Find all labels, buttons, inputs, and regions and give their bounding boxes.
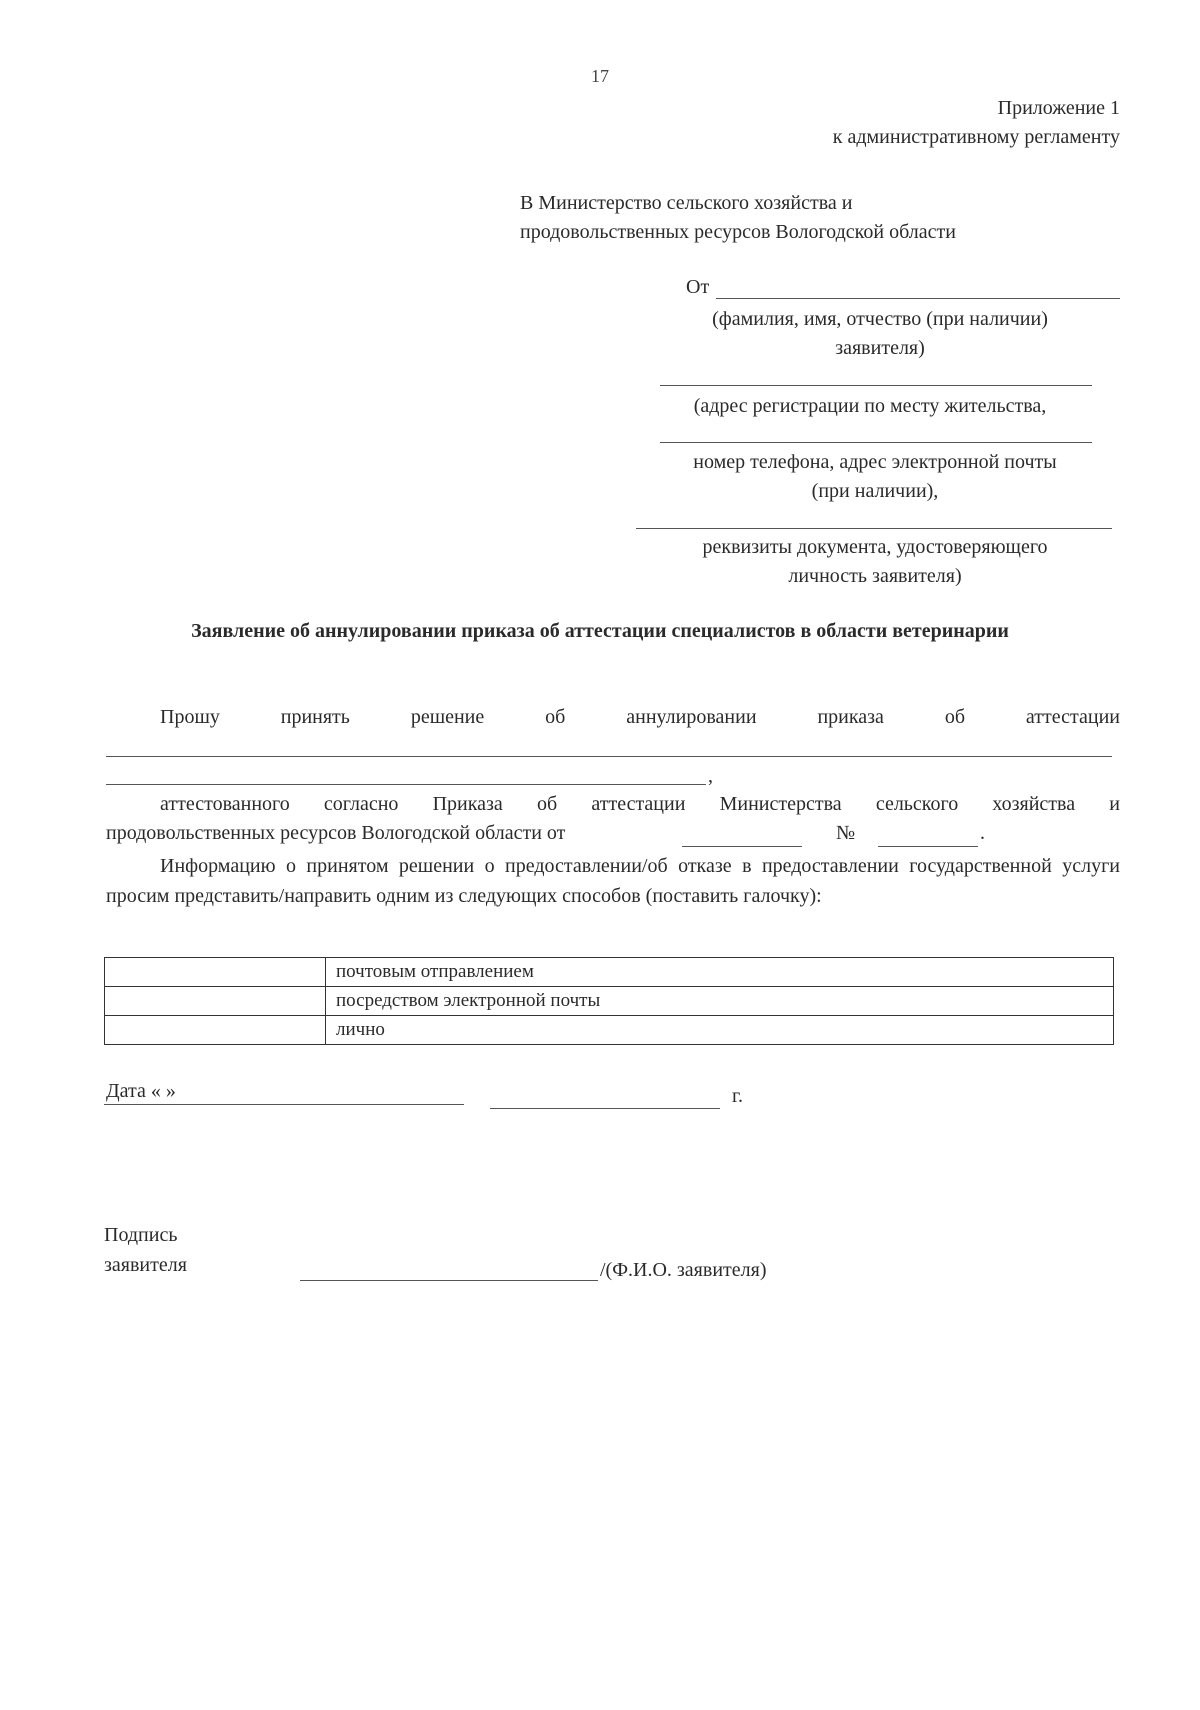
info-paragraph: Информацию о принятом решении о предоставлении/об отказе в предоставлении государственной услуги просим представить/направить одним из следующих способов (поставить галочку): bbox=[106, 855, 1120, 907]
applicant-address-line[interactable] bbox=[660, 385, 1092, 386]
number-sign: № bbox=[836, 822, 856, 844]
year-suffix: г. bbox=[732, 1085, 743, 1107]
method-checkbox-cell-post[interactable] bbox=[105, 958, 326, 987]
applicant-name-hint: (фамилия, имя, отчество (при наличии) заявителя) bbox=[712, 308, 1048, 359]
applicant-contact-line[interactable] bbox=[660, 442, 1092, 443]
annex-header bbox=[720, 94, 1120, 152]
signature-label-line-2: заявителя bbox=[104, 1254, 187, 1276]
recipient-line-2: продовольственных ресурсов Вологодской области bbox=[520, 221, 956, 243]
table-row bbox=[105, 1016, 1114, 1045]
from-label: От bbox=[686, 276, 710, 298]
request-line: Прошу принять решение об аннулировании приказа об аттестации bbox=[160, 706, 1120, 728]
applicant-contact-hint: номер телефона, адрес электронной почты (при наличии), bbox=[693, 451, 1057, 502]
applicant-document-line[interactable] bbox=[636, 528, 1112, 529]
method-label-personal: лично bbox=[326, 1016, 1114, 1045]
recipient-line-1: В Министерство сельского хозяйства и bbox=[520, 192, 853, 214]
order-date-line[interactable] bbox=[682, 846, 802, 847]
applicant-name-line[interactable] bbox=[716, 298, 1120, 299]
request-comma: , bbox=[708, 765, 713, 787]
table-row bbox=[105, 987, 1114, 1016]
recipient-block bbox=[520, 189, 956, 247]
date-day-month-line[interactable] bbox=[104, 1104, 464, 1105]
signature-label-line-1: Подпись bbox=[104, 1224, 178, 1246]
date-label: Дата « » bbox=[106, 1080, 176, 1102]
page-number: 17 bbox=[591, 66, 609, 86]
annex-line-1: Приложение 1 bbox=[997, 97, 1120, 119]
applicant-address-hint: (адрес регистрации по месту жительства, bbox=[693, 395, 1047, 417]
table-row bbox=[105, 958, 1114, 987]
attested-line-1: аттестованного согласно Приказа об аттестации Министерства сельского хозяйства и bbox=[160, 793, 1120, 815]
method-label-email: посредством электронной почты bbox=[326, 987, 1114, 1016]
method-label-post: почтовым отправлением bbox=[326, 958, 1114, 987]
attested-line-2: продовольственных ресурсов Вологодской области от bbox=[106, 822, 566, 844]
signature-fio-label: /(Ф.И.О. заявителя) bbox=[600, 1259, 767, 1281]
annex-line-2: к административному регламенту bbox=[832, 126, 1120, 148]
date-year-line[interactable] bbox=[490, 1108, 720, 1109]
request-subject-line-1[interactable] bbox=[106, 756, 1112, 757]
attested-period: . bbox=[980, 822, 985, 844]
method-checkbox-cell-personal[interactable] bbox=[105, 1016, 326, 1045]
delivery-methods-table bbox=[104, 957, 1114, 1045]
method-checkbox-cell-email[interactable] bbox=[105, 987, 326, 1016]
signature-line[interactable] bbox=[300, 1280, 598, 1281]
document-title: Заявление об аннулировании приказа об аттестации специалистов в области ветеринарии bbox=[191, 620, 1009, 642]
applicant-document-hint: реквизиты документа, удостоверяющего личность заявителя) bbox=[702, 536, 1048, 587]
request-subject-line-2[interactable] bbox=[106, 784, 706, 785]
order-number-line[interactable] bbox=[878, 846, 978, 847]
